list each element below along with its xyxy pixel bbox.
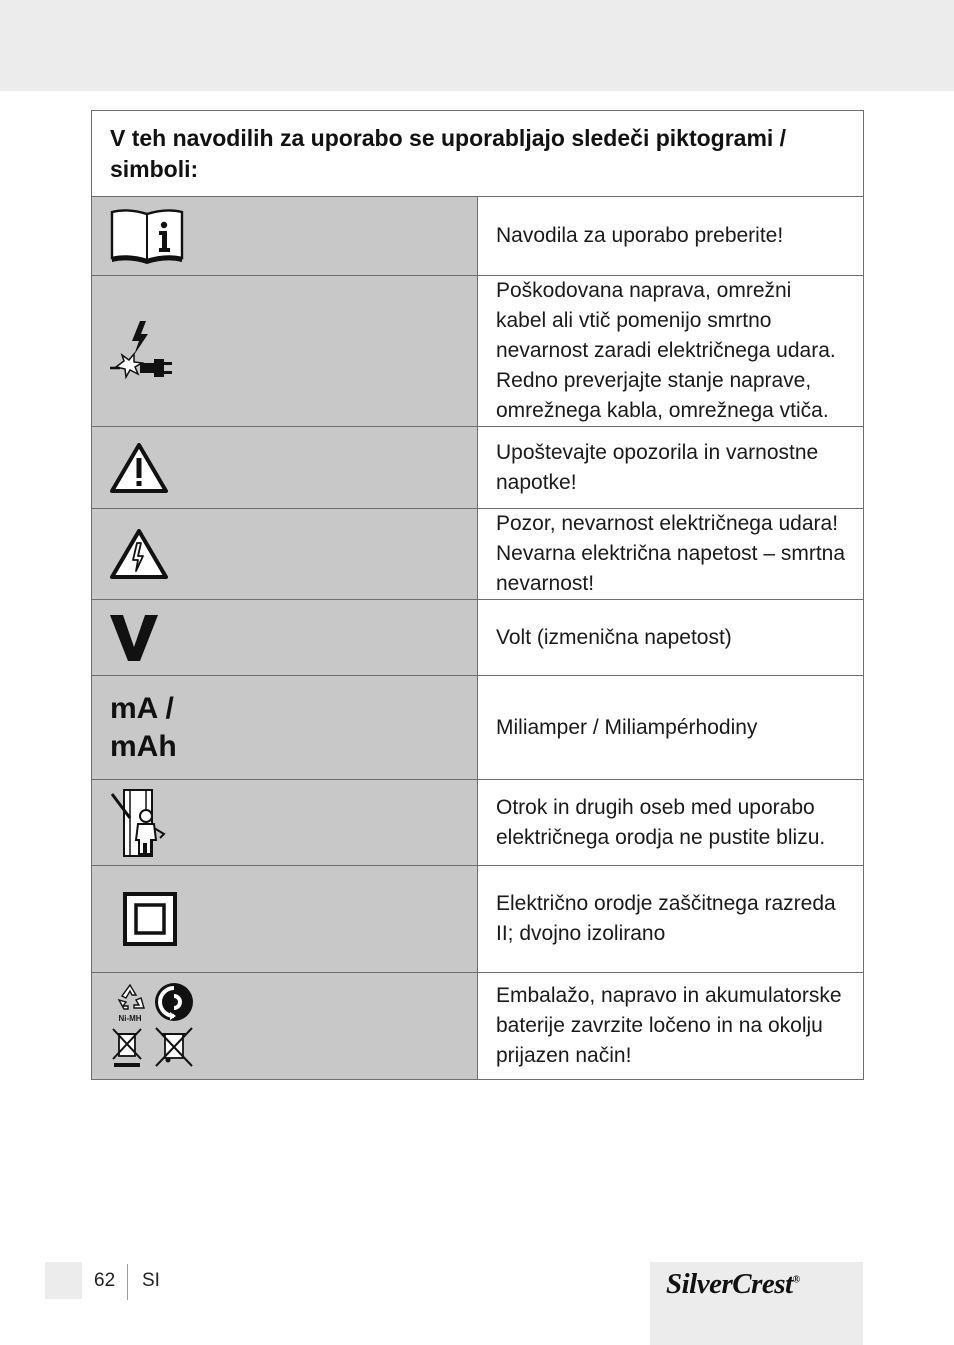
registered-mark: ® [792, 1274, 800, 1286]
green-dot-icon [154, 982, 194, 1022]
table-row [92, 676, 864, 780]
damaged-plug-shock-icon [110, 321, 172, 381]
table-row [92, 197, 864, 276]
page-number: 62 [94, 1270, 116, 1291]
footer-marker-box [45, 1262, 82, 1299]
table-row [92, 509, 864, 600]
crossed-wheelie-bin-icon [154, 1026, 194, 1068]
legend-text: Volt (izmenična napetost) [478, 600, 864, 676]
table-row [92, 427, 864, 509]
legend-title: V teh navodilih za uporabo se uporabljajo sledeči piktogrami / simboli: [92, 111, 864, 197]
language-code: SI [142, 1270, 160, 1291]
volt-icon [110, 613, 158, 663]
symbols-legend-table [91, 110, 864, 1080]
brand-logo [666, 1268, 800, 1301]
legend-text: Embalažo, napravo in akumulatorske baterije zavrzite ločeno in na okolju prijazen način! [478, 973, 864, 1080]
legend-text: Navodila za uporabo preberite! [478, 197, 864, 276]
table-row [92, 866, 864, 973]
table-row [92, 276, 864, 427]
footer-divider [127, 1264, 128, 1300]
legend-text: Električno orodje zaščitnega razreda II; dvojno izolirano [478, 866, 864, 973]
open-manual-info-icon [110, 208, 184, 264]
keep-children-away-icon [110, 788, 168, 858]
recycle-icon [113, 982, 147, 1014]
ni-mh-label: Ni-MH [118, 1014, 142, 1023]
table-row [92, 780, 864, 866]
legend-text: Miliamper / Miliampérhodiny [478, 676, 864, 780]
protection-class-ii-icon [123, 892, 177, 946]
brand-name: SilverCrest [666, 1268, 793, 1300]
warning-triangle-icon [110, 443, 168, 493]
legend-text: Poškodovana naprava, omrežni kabel ali vtič pomenijo smrtno nevarnost zaradi električnega udara. Redno preverjajte stanje naprave, omrežnega kabla, omrežnega vtiča. [478, 276, 864, 427]
crossed-bin-icon [110, 1026, 144, 1068]
top-margin-band [0, 0, 954, 91]
electric-shock-triangle-icon [110, 529, 168, 579]
milliampere-label: mA / mAh [110, 691, 177, 763]
table-row [92, 600, 864, 676]
legend-text: Pozor, nevarnost električnega udara! Nevarna električna napetost – smrtna nevarnost! [478, 509, 864, 600]
legend-header-row [92, 111, 864, 197]
legend-text: Upoštevajte opozorila in varnostne napotke! [478, 427, 864, 509]
legend-text: Otrok in drugih oseb med uporabo električnega orodja ne pustite blizu. [478, 780, 864, 866]
table-row [92, 973, 864, 1080]
